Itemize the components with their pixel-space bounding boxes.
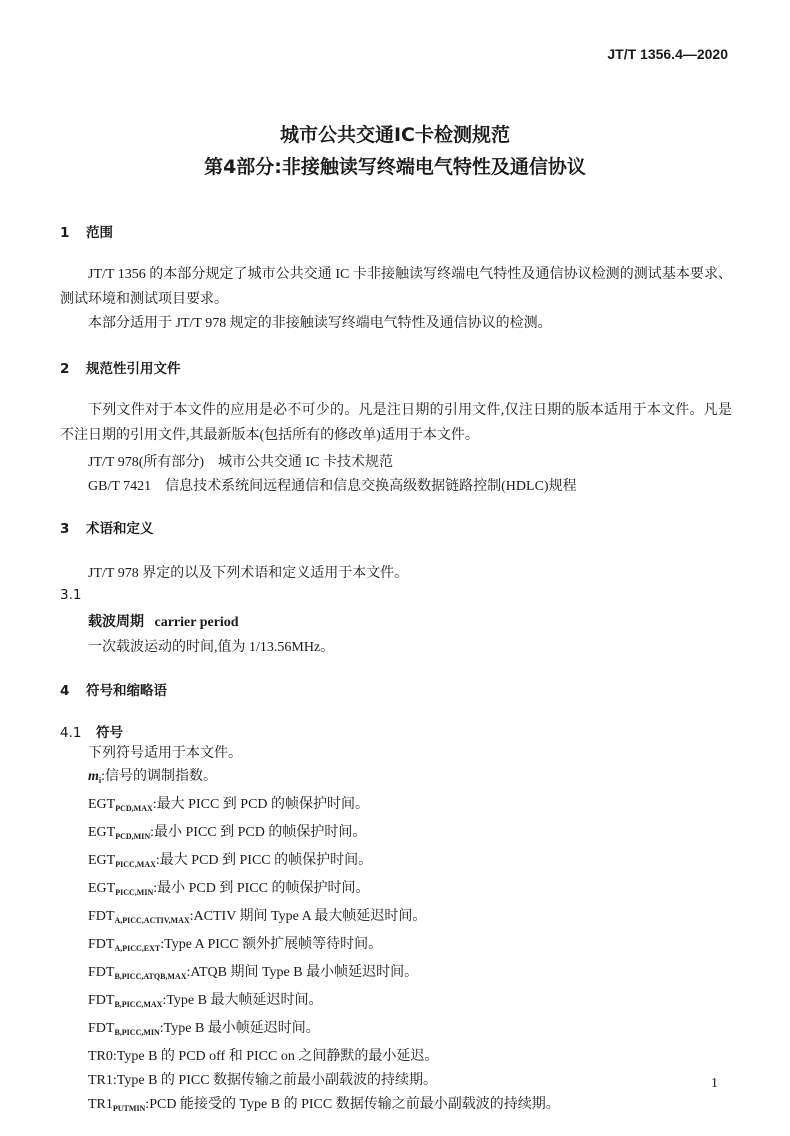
symbol-subscript: i bbox=[98, 776, 102, 785]
symbol-subscript: PICC,MIN bbox=[115, 888, 154, 897]
symbol-name: FDT bbox=[88, 909, 115, 924]
section-heading-4: 4 符号和缩略语 bbox=[60, 683, 167, 699]
symbol-name: m bbox=[88, 769, 99, 784]
symbol-item bbox=[88, 849, 560, 877]
section-heading-3: 3 术语和定义 bbox=[60, 521, 154, 537]
symbol-subscript: A,PICC,EXT bbox=[114, 944, 161, 953]
symbol-description: :Type B 最大帧延迟时间。 bbox=[162, 993, 323, 1008]
symbol-name: FDT bbox=[88, 1021, 115, 1036]
symbol-name: EGT bbox=[88, 825, 116, 840]
symbol-list bbox=[88, 765, 560, 1121]
symbol-description: :最大 PCD 到 PICC 的帧保护时间。 bbox=[155, 853, 373, 868]
symbol-name: EGT bbox=[88, 853, 116, 868]
symbol-subscript: PCD,MAX bbox=[115, 804, 153, 813]
symbol-item bbox=[88, 821, 560, 849]
document-code: JT/T 1356.4—2020 bbox=[607, 46, 728, 62]
symbol-description: :Type A PICC 额外扩展帧等待时间。 bbox=[160, 937, 383, 952]
symbol-name: TR1 bbox=[88, 1097, 113, 1112]
paragraph: 下列文件对于本文件的应用是必不可少的。凡是注日期的引用文件,仅注日期的版本适用于本文件。凡是不注日期的引用文件,其最新版本(包括所有的修改单)适用于本文件。 bbox=[60, 403, 732, 443]
symbol-name: FDT bbox=[88, 993, 115, 1008]
term-number: 3.1 bbox=[60, 587, 82, 603]
symbol-subscript: PUTMIN bbox=[112, 1104, 146, 1113]
symbol-item bbox=[88, 1093, 560, 1121]
symbol-name: FDT bbox=[88, 937, 115, 952]
symbol-item bbox=[88, 793, 560, 821]
subsection-heading-4-1: 4.1 符号 bbox=[60, 725, 123, 741]
symbol-subscript: B,PICC,MAX bbox=[114, 1000, 163, 1009]
symbol-subscript: PICC,MAX bbox=[115, 860, 156, 869]
symbol-description: :最大 PICC 到 PCD 的帧保护时间。 bbox=[152, 797, 370, 812]
document-subtitle: 第4部分:非接触读写终端电气特性及通信协议 bbox=[204, 156, 586, 178]
symbol-name: EGT bbox=[88, 881, 116, 896]
symbol-subscript: B,PICC,MIN bbox=[114, 1028, 160, 1037]
symbol-name: TR0 bbox=[88, 1049, 113, 1064]
symbol-description: :ATQB 期间 Type B 最小帧延迟时间。 bbox=[186, 965, 419, 980]
symbol-item bbox=[88, 1069, 560, 1093]
symbol-name: EGT bbox=[88, 797, 116, 812]
term-definition: 一次载波运动的时间,值为 1/13.56MHz。 bbox=[88, 640, 335, 655]
document-title: 城市公共交通IC卡检测规范 bbox=[279, 124, 510, 146]
symbol-item bbox=[88, 961, 560, 989]
paragraph: 本部分适用于 JT/T 978 规定的非接触读写终端电气特性及通信协议的检测。 bbox=[88, 316, 552, 331]
symbol-item bbox=[88, 1017, 560, 1045]
symbol-subscript: B,PICC,ATQB,MAX bbox=[114, 972, 187, 981]
reference: JT/T 978(所有部分) 城市公共交通 IC 卡技术规范 bbox=[88, 455, 394, 470]
symbol-item bbox=[88, 905, 560, 933]
reference: GB/T 7421 信息技术系统间远程通信和信息交换高级数据链路控制(HDLC)规程 bbox=[88, 479, 577, 494]
symbol-item bbox=[88, 989, 560, 1017]
paragraph: 下列符号适用于本文件。 bbox=[88, 746, 242, 761]
symbol-item bbox=[88, 1045, 560, 1069]
symbol-subscript: A,PICC,ACTIV,MAX bbox=[114, 916, 190, 925]
symbol-description: :Type B 的 PCD off 和 PICC on 之间静默的最小延迟。 bbox=[112, 1049, 439, 1064]
symbol-item bbox=[88, 765, 560, 793]
page-number: 1 bbox=[711, 1076, 718, 1091]
symbol-name: FDT bbox=[88, 965, 115, 980]
symbol-description: :最小 PCD 到 PICC 的帧保护时间。 bbox=[153, 881, 370, 896]
symbol-item bbox=[88, 933, 560, 961]
symbol-description: :Type B 最小帧延迟时间。 bbox=[159, 1021, 320, 1036]
section-heading-2: 2 规范性引用文件 bbox=[60, 361, 181, 377]
symbol-description: :信号的调制指数。 bbox=[101, 769, 218, 784]
symbol-description: :Type B 的 PICC 数据传输之前最小副载波的持续期。 bbox=[112, 1073, 438, 1088]
symbol-description: :PCD 能接受的 Type B 的 PICC 数据传输之前最小副载波的持续期。 bbox=[145, 1097, 560, 1112]
symbol-name: TR1 bbox=[88, 1073, 113, 1088]
term-entry: 载波周期 carrier period bbox=[88, 614, 239, 630]
symbol-description: :最小 PICC 到 PCD 的帧保护时间。 bbox=[150, 825, 367, 840]
symbol-item bbox=[88, 877, 560, 905]
paragraph: JT/T 978 界定的以及下列术语和定义适用于本文件。 bbox=[88, 566, 409, 581]
section-heading-1: 1 范围 bbox=[60, 225, 113, 241]
paragraph: JT/T 1356 的本部分规定了城市公共交通 IC 卡非接触读写终端电气特性及通信协议检测的测试基本要求、测试环境和测试项目要求。 bbox=[60, 267, 732, 307]
symbol-subscript: PCD,MIN bbox=[115, 832, 151, 841]
symbol-description: :ACTIV 期间 Type A 最大帧延迟时间。 bbox=[189, 909, 427, 924]
